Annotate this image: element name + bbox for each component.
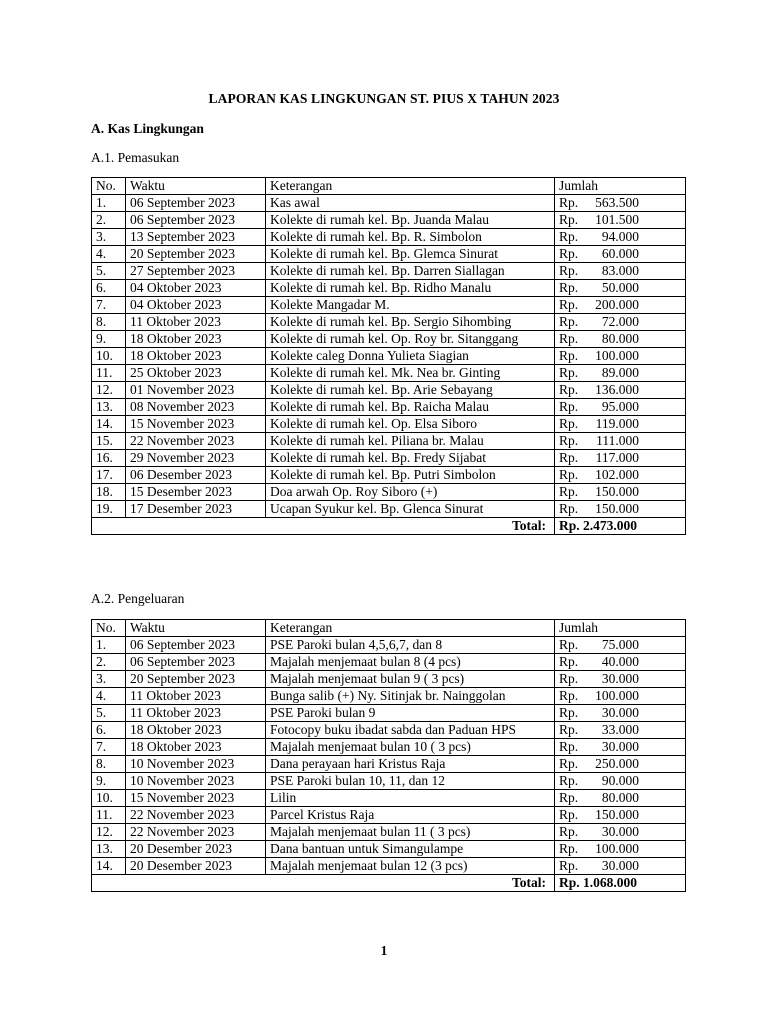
row-date: 22 November 2023 bbox=[126, 824, 266, 841]
row-amount bbox=[555, 484, 686, 501]
amount-value: 119.000 bbox=[595, 416, 639, 431]
income-table bbox=[91, 177, 686, 535]
column-header-no: No. bbox=[92, 178, 126, 195]
row-amount bbox=[555, 416, 686, 433]
amount-value: 30.000 bbox=[601, 858, 639, 873]
table-row bbox=[92, 467, 686, 484]
amount-value: 94.000 bbox=[601, 229, 639, 244]
row-amount bbox=[555, 671, 686, 688]
row-amount bbox=[555, 365, 686, 382]
expense-heading: A.2. Pengeluaran bbox=[91, 591, 185, 606]
row-description: Parcel Kristus Raja bbox=[266, 807, 555, 824]
amount-value: 30.000 bbox=[601, 824, 639, 839]
row-number: 19. bbox=[92, 501, 126, 518]
row-number: 9. bbox=[92, 331, 126, 348]
amount-value: 75.000 bbox=[601, 637, 639, 652]
row-amount bbox=[555, 297, 686, 314]
row-description: Kas awal bbox=[266, 195, 555, 212]
row-amount bbox=[555, 280, 686, 297]
row-amount bbox=[555, 212, 686, 229]
row-date: 20 September 2023 bbox=[126, 246, 266, 263]
amount-value: 30.000 bbox=[601, 739, 639, 754]
currency-label: Rp. bbox=[559, 705, 579, 720]
row-number: 3. bbox=[92, 229, 126, 246]
row-description: Fotocopy buku ibadat sabda dan Paduan HPS bbox=[266, 722, 555, 739]
row-date: 18 Oktober 2023 bbox=[126, 348, 266, 365]
column-header-date: Waktu bbox=[126, 620, 266, 637]
row-date: 18 Oktober 2023 bbox=[126, 722, 266, 739]
row-number: 7. bbox=[92, 297, 126, 314]
row-date: 01 November 2023 bbox=[126, 382, 266, 399]
row-amount bbox=[555, 824, 686, 841]
row-description: Kolekte di rumah kel. Bp. Glemca Sinurat bbox=[266, 246, 555, 263]
currency-label: Rp. bbox=[559, 773, 579, 788]
table-row bbox=[92, 348, 686, 365]
currency-label: Rp. bbox=[559, 858, 579, 873]
amount-value: 95.000 bbox=[601, 399, 639, 414]
currency-label: Rp. bbox=[559, 841, 579, 856]
row-number: 16. bbox=[92, 450, 126, 467]
report-title: LAPORAN KAS LINGKUNGAN ST. PIUS X TAHUN 2023 bbox=[208, 91, 560, 106]
table-row bbox=[92, 450, 686, 467]
row-date: 20 Desember 2023 bbox=[126, 841, 266, 858]
amount-value: 30.000 bbox=[601, 671, 639, 686]
amount-value: 60.000 bbox=[601, 246, 639, 261]
table-row bbox=[92, 637, 686, 654]
column-header-amount: Jumlah bbox=[555, 620, 686, 637]
row-description: Kolekte di rumah kel. Bp. R. Simbolon bbox=[266, 229, 555, 246]
table-row bbox=[92, 399, 686, 416]
column-header-amount: Jumlah bbox=[555, 178, 686, 195]
row-number: 3. bbox=[92, 671, 126, 688]
row-date: 08 November 2023 bbox=[126, 399, 266, 416]
row-number: 2. bbox=[92, 212, 126, 229]
row-number: 18. bbox=[92, 484, 126, 501]
row-description: Majalah menjemaat bulan 12 (3 pcs) bbox=[266, 858, 555, 875]
row-date: 06 Desember 2023 bbox=[126, 467, 266, 484]
table-row bbox=[92, 654, 686, 671]
amount-value: 136.000 bbox=[595, 382, 639, 397]
total-label: Total: bbox=[92, 518, 555, 535]
currency-label: Rp. bbox=[559, 348, 579, 363]
row-description: Kolekte caleg Donna Yulieta Siagian bbox=[266, 348, 555, 365]
row-date: 15 November 2023 bbox=[126, 790, 266, 807]
row-amount bbox=[555, 399, 686, 416]
row-amount bbox=[555, 467, 686, 484]
table-row bbox=[92, 331, 686, 348]
row-date: 15 November 2023 bbox=[126, 416, 266, 433]
row-description: Kolekte di rumah kel. Op. Roy br. Sitanggang bbox=[266, 331, 555, 348]
table-row bbox=[92, 739, 686, 756]
section-heading: A. Kas Lingkungan bbox=[91, 121, 204, 136]
table-row bbox=[92, 790, 686, 807]
total-value: Rp. 2.473.000 bbox=[555, 518, 686, 535]
row-amount bbox=[555, 739, 686, 756]
table-row bbox=[92, 263, 686, 280]
table-row bbox=[92, 671, 686, 688]
amount-value: 33.000 bbox=[601, 722, 639, 737]
currency-label: Rp. bbox=[559, 433, 579, 448]
amount-value: 100.000 bbox=[595, 688, 639, 703]
row-amount bbox=[555, 433, 686, 450]
currency-label: Rp. bbox=[559, 263, 579, 278]
row-date: 22 November 2023 bbox=[126, 433, 266, 450]
row-amount bbox=[555, 858, 686, 875]
row-description: Doa arwah Op. Roy Siboro (+) bbox=[266, 484, 555, 501]
currency-label: Rp. bbox=[559, 637, 579, 652]
row-date: 10 November 2023 bbox=[126, 756, 266, 773]
total-row bbox=[92, 875, 686, 892]
currency-label: Rp. bbox=[559, 365, 579, 380]
amount-value: 563.500 bbox=[595, 195, 639, 210]
currency-label: Rp. bbox=[559, 739, 579, 754]
total-row bbox=[92, 518, 686, 535]
row-date: 10 November 2023 bbox=[126, 773, 266, 790]
table-row bbox=[92, 297, 686, 314]
currency-label: Rp. bbox=[559, 246, 579, 261]
row-amount bbox=[555, 654, 686, 671]
row-amount bbox=[555, 807, 686, 824]
currency-label: Rp. bbox=[559, 195, 579, 210]
amount-value: 117.000 bbox=[595, 450, 639, 465]
row-amount bbox=[555, 773, 686, 790]
table-row bbox=[92, 501, 686, 518]
amount-value: 150.000 bbox=[595, 807, 639, 822]
total-label: Total: bbox=[92, 875, 555, 892]
row-description: Kolekte di rumah kel. Bp. Arie Sebayang bbox=[266, 382, 555, 399]
row-number: 14. bbox=[92, 416, 126, 433]
row-date: 06 September 2023 bbox=[126, 654, 266, 671]
row-number: 8. bbox=[92, 756, 126, 773]
currency-label: Rp. bbox=[559, 671, 579, 686]
row-description: PSE Paroki bulan 4,5,6,7, dan 8 bbox=[266, 637, 555, 654]
row-amount bbox=[555, 501, 686, 518]
row-description: Dana bantuan untuk Simangulampe bbox=[266, 841, 555, 858]
row-date: 11 Oktober 2023 bbox=[126, 314, 266, 331]
table-row bbox=[92, 365, 686, 382]
row-amount bbox=[555, 705, 686, 722]
expense-table bbox=[91, 619, 686, 892]
row-amount bbox=[555, 450, 686, 467]
row-number: 13. bbox=[92, 841, 126, 858]
row-number: 4. bbox=[92, 688, 126, 705]
amount-value: 150.000 bbox=[595, 501, 639, 516]
currency-label: Rp. bbox=[559, 314, 579, 329]
row-date: 25 Oktober 2023 bbox=[126, 365, 266, 382]
table-row bbox=[92, 773, 686, 790]
row-amount bbox=[555, 790, 686, 807]
row-date: 20 September 2023 bbox=[126, 671, 266, 688]
row-number: 10. bbox=[92, 790, 126, 807]
row-number: 12. bbox=[92, 824, 126, 841]
expense-rows bbox=[92, 637, 686, 875]
currency-label: Rp. bbox=[559, 654, 579, 669]
table-row bbox=[92, 433, 686, 450]
amount-value: 80.000 bbox=[601, 790, 639, 805]
row-date: 15 Desember 2023 bbox=[126, 484, 266, 501]
row-amount bbox=[555, 688, 686, 705]
row-description: Majalah menjemaat bulan 8 (4 pcs) bbox=[266, 654, 555, 671]
table-header-row bbox=[92, 178, 686, 195]
row-number: 11. bbox=[92, 365, 126, 382]
amount-value: 111.000 bbox=[596, 433, 639, 448]
table-row bbox=[92, 756, 686, 773]
amount-value: 100.000 bbox=[595, 348, 639, 363]
row-amount bbox=[555, 382, 686, 399]
row-date: 06 September 2023 bbox=[126, 212, 266, 229]
row-date: 13 September 2023 bbox=[126, 229, 266, 246]
row-date: 04 Oktober 2023 bbox=[126, 280, 266, 297]
currency-label: Rp. bbox=[559, 280, 579, 295]
table-row bbox=[92, 841, 686, 858]
amount-value: 80.000 bbox=[601, 331, 639, 346]
table-header-row bbox=[92, 620, 686, 637]
row-description: Majalah menjemaat bulan 9 ( 3 pcs) bbox=[266, 671, 555, 688]
table-row bbox=[92, 195, 686, 212]
row-date: 29 November 2023 bbox=[126, 450, 266, 467]
row-number: 5. bbox=[92, 263, 126, 280]
row-description: Kolekte di rumah kel. Bp. Juanda Malau bbox=[266, 212, 555, 229]
row-amount bbox=[555, 314, 686, 331]
amount-value: 101.500 bbox=[595, 212, 639, 227]
currency-label: Rp. bbox=[559, 824, 579, 839]
currency-label: Rp. bbox=[559, 484, 579, 499]
currency-label: Rp. bbox=[559, 756, 579, 771]
row-description: Bunga salib (+) Ny. Sitinjak br. Nainggolan bbox=[266, 688, 555, 705]
column-header-no: No. bbox=[92, 620, 126, 637]
amount-value: 89.000 bbox=[601, 365, 639, 380]
row-date: 11 Oktober 2023 bbox=[126, 688, 266, 705]
row-amount bbox=[555, 195, 686, 212]
amount-value: 90.000 bbox=[601, 773, 639, 788]
amount-value: 100.000 bbox=[595, 841, 639, 856]
table-row bbox=[92, 382, 686, 399]
table-row bbox=[92, 484, 686, 501]
row-description: Majalah menjemaat bulan 11 ( 3 pcs) bbox=[266, 824, 555, 841]
currency-label: Rp. bbox=[559, 212, 579, 227]
currency-label: Rp. bbox=[559, 722, 579, 737]
row-description: Kolekte di rumah kel. Bp. Ridho Manalu bbox=[266, 280, 555, 297]
total-value: Rp. 1.068.000 bbox=[555, 875, 686, 892]
row-description: Lilin bbox=[266, 790, 555, 807]
amount-value: 83.000 bbox=[601, 263, 639, 278]
row-amount bbox=[555, 263, 686, 280]
table-row bbox=[92, 246, 686, 263]
row-description: PSE Paroki bulan 10, 11, dan 12 bbox=[266, 773, 555, 790]
row-amount bbox=[555, 331, 686, 348]
row-description: PSE Paroki bulan 9 bbox=[266, 705, 555, 722]
income-rows bbox=[92, 195, 686, 518]
row-amount bbox=[555, 756, 686, 773]
row-number: 2. bbox=[92, 654, 126, 671]
table-row bbox=[92, 858, 686, 875]
page-number: 1 bbox=[380, 943, 388, 958]
amount-value: 72.000 bbox=[601, 314, 639, 329]
currency-label: Rp. bbox=[559, 229, 579, 244]
column-header-description: Keterangan bbox=[266, 620, 555, 637]
row-date: 22 November 2023 bbox=[126, 807, 266, 824]
row-date: 18 Oktober 2023 bbox=[126, 739, 266, 756]
row-date: 20 Desember 2023 bbox=[126, 858, 266, 875]
row-number: 8. bbox=[92, 314, 126, 331]
table-row bbox=[92, 807, 686, 824]
row-number: 14. bbox=[92, 858, 126, 875]
column-header-date: Waktu bbox=[126, 178, 266, 195]
row-description: Kolekte di rumah kel. Bp. Putri Simbolon bbox=[266, 467, 555, 484]
currency-label: Rp. bbox=[559, 399, 579, 414]
row-description: Dana perayaan hari Kristus Raja bbox=[266, 756, 555, 773]
row-description: Kolekte di rumah kel. Bp. Fredy Sijabat bbox=[266, 450, 555, 467]
currency-label: Rp. bbox=[559, 790, 579, 805]
currency-label: Rp. bbox=[559, 467, 579, 482]
row-number: 6. bbox=[92, 722, 126, 739]
row-amount bbox=[555, 348, 686, 365]
table-row bbox=[92, 824, 686, 841]
row-date: 04 Oktober 2023 bbox=[126, 297, 266, 314]
currency-label: Rp. bbox=[559, 382, 579, 397]
row-amount bbox=[555, 246, 686, 263]
row-number: 5. bbox=[92, 705, 126, 722]
amount-value: 102.000 bbox=[595, 467, 639, 482]
row-number: 10. bbox=[92, 348, 126, 365]
table-row bbox=[92, 314, 686, 331]
row-number: 1. bbox=[92, 195, 126, 212]
row-date: 17 Desember 2023 bbox=[126, 501, 266, 518]
table-row bbox=[92, 212, 686, 229]
row-number: 11. bbox=[92, 807, 126, 824]
income-heading: A.1. Pemasukan bbox=[91, 150, 180, 165]
row-number: 9. bbox=[92, 773, 126, 790]
currency-label: Rp. bbox=[559, 297, 579, 312]
table-row bbox=[92, 229, 686, 246]
currency-label: Rp. bbox=[559, 416, 579, 431]
amount-value: 250.000 bbox=[595, 756, 639, 771]
row-number: 12. bbox=[92, 382, 126, 399]
row-description: Kolekte di rumah kel. Bp. Raicha Malau bbox=[266, 399, 555, 416]
row-description: Kolekte di rumah kel. Piliana br. Malau bbox=[266, 433, 555, 450]
row-number: 7. bbox=[92, 739, 126, 756]
table-row bbox=[92, 416, 686, 433]
row-number: 17. bbox=[92, 467, 126, 484]
row-amount bbox=[555, 229, 686, 246]
amount-value: 50.000 bbox=[601, 280, 639, 295]
table-row bbox=[92, 722, 686, 739]
row-number: 13. bbox=[92, 399, 126, 416]
table-row bbox=[92, 280, 686, 297]
row-number: 4. bbox=[92, 246, 126, 263]
currency-label: Rp. bbox=[559, 688, 579, 703]
row-amount bbox=[555, 722, 686, 739]
row-date: 06 September 2023 bbox=[126, 195, 266, 212]
table-row bbox=[92, 705, 686, 722]
row-description: Kolekte di rumah kel. Bp. Sergio Sihombing bbox=[266, 314, 555, 331]
table-row bbox=[92, 688, 686, 705]
currency-label: Rp. bbox=[559, 807, 579, 822]
row-description: Kolekte Mangadar M. bbox=[266, 297, 555, 314]
currency-label: Rp. bbox=[559, 450, 579, 465]
amount-value: 40.000 bbox=[601, 654, 639, 669]
row-description: Kolekte di rumah kel. Mk. Nea br. Ginting bbox=[266, 365, 555, 382]
row-date: 18 Oktober 2023 bbox=[126, 331, 266, 348]
row-date: 27 September 2023 bbox=[126, 263, 266, 280]
currency-label: Rp. bbox=[559, 501, 579, 516]
row-description: Majalah menjemaat bulan 10 ( 3 pcs) bbox=[266, 739, 555, 756]
amount-value: 200.000 bbox=[595, 297, 639, 312]
row-number: 15. bbox=[92, 433, 126, 450]
row-description: Kolekte di rumah kel. Op. Elsa Siboro bbox=[266, 416, 555, 433]
row-number: 6. bbox=[92, 280, 126, 297]
row-amount bbox=[555, 637, 686, 654]
column-header-description: Keterangan bbox=[266, 178, 555, 195]
amount-value: 150.000 bbox=[595, 484, 639, 499]
amount-value: 30.000 bbox=[601, 705, 639, 720]
currency-label: Rp. bbox=[559, 331, 579, 346]
row-amount bbox=[555, 841, 686, 858]
row-description: Ucapan Syukur kel. Bp. Glenca Sinurat bbox=[266, 501, 555, 518]
row-description: Kolekte di rumah kel. Bp. Darren Siallagan bbox=[266, 263, 555, 280]
row-date: 06 September 2023 bbox=[126, 637, 266, 654]
row-number: 1. bbox=[92, 637, 126, 654]
row-date: 11 Oktober 2023 bbox=[126, 705, 266, 722]
